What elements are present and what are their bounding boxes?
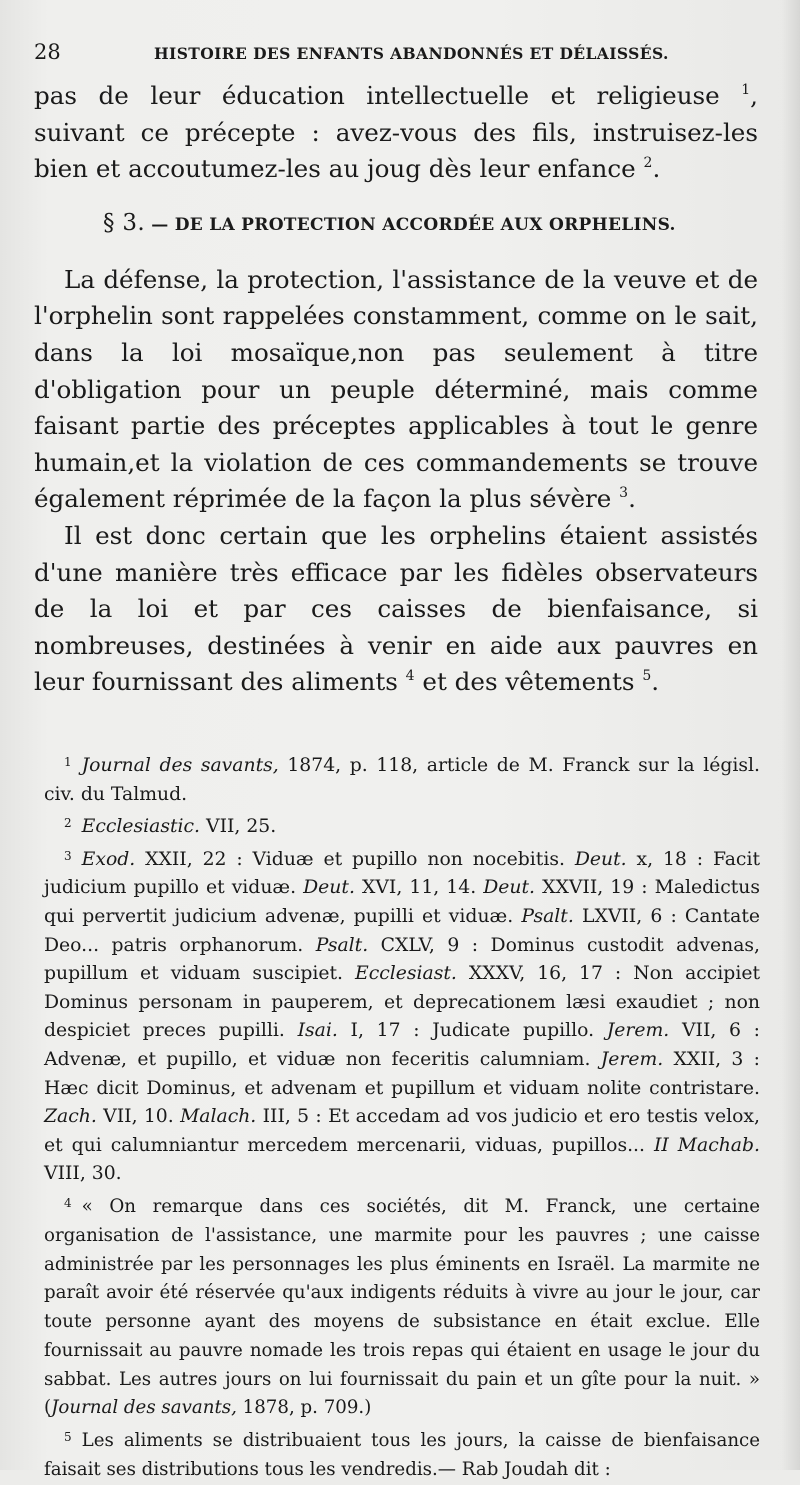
citation-text: LXVII, 6 : Cantate Deo... patris orphanorum. (44, 905, 760, 956)
facing-page-edge (782, 0, 800, 1470)
footnote-ref-3: 3 (619, 485, 629, 502)
paragraph-2-text-a: Il est donc certain que les orphelins étaient assistés d'une manière très efficace par les fidèles observateurs de la loi et par ces caisses de bienfaisance, si nombreuses, destinées à venir en aide aux pauvres en leur fournissant des aliments (34, 520, 758, 697)
footnote-5 (44, 1423, 760, 1485)
citation-text: CXLV, 9 : Dominus custodit advenas, pupillum et viduam suscipiet. (44, 934, 760, 985)
footnote-4-mark: 4 (64, 1195, 72, 1210)
citation-text: XXII, 22 : Viduæ et pupillo non nocebitis. (135, 848, 575, 870)
citation-text: XXXV, 16, 17 : Non accipiet Dominus personam in pauperem, et deprecationem læsi exaudiet ; non despiciet preces pupilli. (44, 963, 760, 1042)
section-heading (34, 210, 758, 236)
footnote-ref-5: 5 (642, 668, 652, 685)
citation-ref: Exod. (81, 848, 136, 870)
citation-text: VII, 10. (96, 1106, 181, 1128)
citation-ref: Isai. (297, 1020, 338, 1042)
footnote-1-source: Journal des savants, (81, 755, 279, 776)
paragraph-1-text: La défense, la protection, l'assistance de la veuve et de l'orphelin sont rappelées constamment, comme on le sait, dans la loi mosaïque,non pas seulement à titre d'obligation pour un peuple déterminé, mais comme faisant partie des préceptes applicables à tout le genre humain,et la violation de ces commandements se trouve également réprimée de la façon la plus sévère (34, 264, 758, 514)
footnote-4-source: Journal des savants, (51, 1397, 237, 1419)
section-number: § 3. (103, 209, 145, 236)
footnote-1-text: 1874, p. 118, article de M. Franck sur la législ. civ. du Talmud. (44, 755, 760, 805)
footnote-ref-1: 1 (741, 82, 751, 98)
citation-text: III, 5 : Et accedam ad vos judicio et ero testis velox, et qui calumniantur mercedem mercenarii, viduas, pupillos... (44, 1106, 760, 1156)
footnotes (44, 748, 760, 1485)
citation-ref: II Machab. (653, 1134, 760, 1156)
citation-ref: Zach. (44, 1106, 97, 1128)
footnote-4 (44, 1189, 760, 1423)
footnote-2-source: Ecclesiastic. (81, 816, 201, 838)
footnote-4-text: « On remarque dans ces sociétés, dit M. Franck, une certaine organisation de l'assistance, une marmite pour les pauvres ; une caisse administrée par les personnages les plus éminents en Israël. La marmite ne paraît avoir été réservée qu'aux indigents réduits à vivre au jour le jour, car toute personne ayant des moyens de subsistance en était exclue. Elle fournissait au pauvre nomade les trois repas qui étaient en usage le jour du sabbat. Les autres jours on lui fournissait du pain et un gîte pour la nuit. » ( (44, 1195, 760, 1419)
citation-ref: Deut. (303, 877, 355, 899)
footnote-1-mark: 1 (64, 755, 72, 769)
citation-text: XVI, 11, 14. (354, 877, 484, 899)
page-number: 28 (34, 40, 61, 64)
footnote-ref-4: 4 (405, 668, 415, 685)
footnote-5-mark: 5 (64, 1430, 72, 1445)
footnote-3-mark: 3 (64, 848, 72, 863)
citation-ref: Jerem. (600, 1048, 664, 1070)
opening-paragraph (34, 78, 758, 188)
citation-text: x, 18 : Facit judicium pupillo et viduæ. (44, 848, 761, 899)
citation-ref: Psalt. (315, 934, 369, 956)
footnote-5-text: Les aliments se distribuaient tous les jours, la caisse de bienfaisance faisait ses distributions tous les vendredis.— Rab Joudah dit : (44, 1430, 760, 1481)
citation-ref: Malach. (180, 1106, 257, 1128)
footnote-2-text: VII, 25. (200, 816, 277, 838)
footnote-ref-2: 2 (643, 155, 653, 172)
paragraph-1-end: . (628, 484, 636, 514)
citation-ref: Deut. (574, 848, 627, 870)
page-header (34, 40, 754, 64)
paragraph-1 (34, 262, 758, 518)
paragraph-2-text-b: et des vêtements (414, 667, 643, 697)
running-title: HISTOIRE DES ENFANTS ABANDONNÉS ET DÉLAISSÉS. (154, 44, 669, 63)
main-text (34, 78, 758, 701)
footnote-2 (44, 809, 760, 842)
citation-text: XXII, 3 : Hæc dicit Dominus, et advenam et pupillum et viduam nolite contristare. (44, 1048, 760, 1099)
paragraph-2-end: . (651, 667, 660, 697)
opening-text-end: . (652, 154, 661, 184)
citation-text: VII, 6 : Advenæ, et pupillo, et viduæ non feceritis calumniam. (44, 1020, 761, 1070)
citation-text: VIII, 30. (44, 1163, 122, 1185)
section-title: — DE LA PROTECTION ACCORDÉE AUX ORPHELINS. (151, 214, 676, 235)
citation-ref: Ecclesiast. (354, 963, 457, 985)
citation-ref: Jerem. (606, 1020, 670, 1042)
opening-text-b: , suivant ce précepte : avez-vous des fils, instruisez-les bien et accoutumez-les au joug dès leur enfance (34, 81, 758, 184)
footnote-4-end: 1878, p. 709.) (236, 1397, 372, 1419)
footnote-2-mark: 2 (64, 816, 72, 831)
citation-ref: Deut. (483, 877, 536, 899)
citation-text: I, 17 : Judicate pupillo. (337, 1020, 607, 1042)
footnote-1 (44, 748, 760, 809)
citation-ref: Psalt. (521, 905, 574, 927)
paragraph-2 (34, 518, 758, 701)
citation-text: XXVII, 19 : Maledictus qui pervertit judicium advenæ, pupilli et viduæ. (44, 877, 760, 927)
opening-text-a: pas de leur éducation intellectuelle et religieuse (34, 81, 742, 110)
footnote-3 (44, 842, 760, 1189)
